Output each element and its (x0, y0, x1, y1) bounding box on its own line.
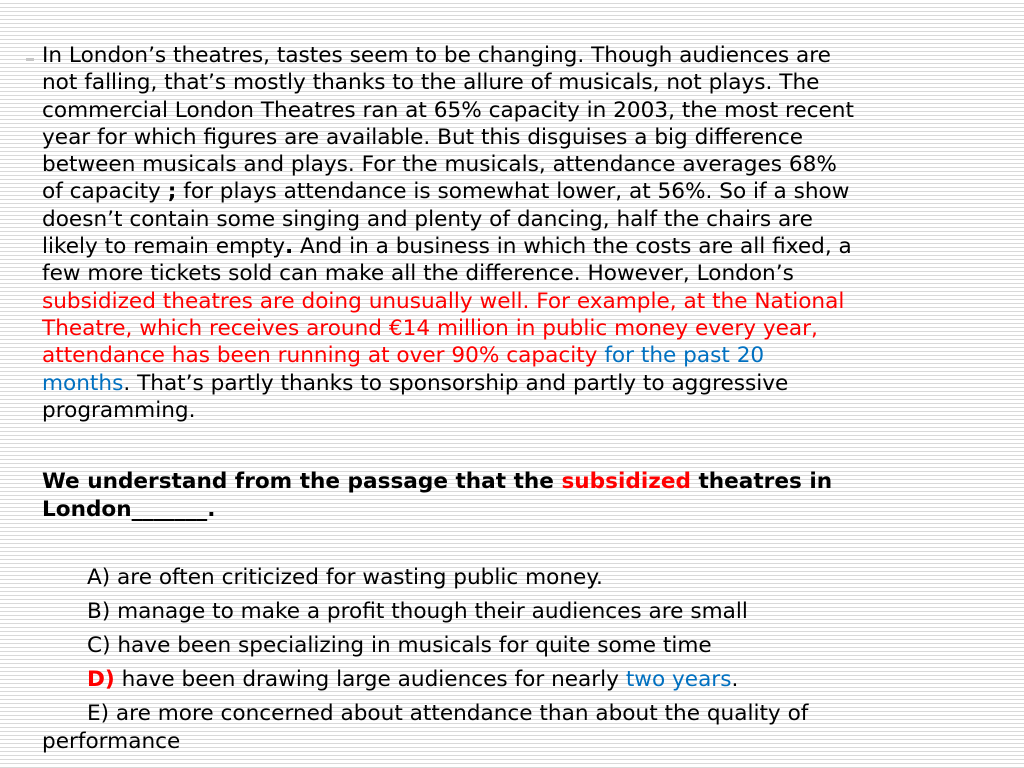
option-d-end: . (731, 667, 739, 692)
reading-passage (42, 42, 1022, 424)
question-pre: We understand from the passage that the (42, 469, 562, 494)
bullet-marker (26, 58, 34, 61)
option-d-text: have been drawing large audiences for nearly (114, 667, 626, 692)
question-highlight: subsidized (561, 469, 691, 494)
question-post: theatres in London_______. (42, 469, 833, 522)
option-d (42, 666, 1022, 694)
passage-text-2: for plays attendance is somewhat lower, at 56%. So if a show doesn’t contain some singing and plenty of dancing, half the chairs are likely to remain empty (42, 179, 850, 260)
passage-text-1: In London’s theatres, tastes seem to be changing. Though audiences are not falling, that’s mostly thanks to the allure of musicals, not plays. The commercial London Theatres ran at 65% capacity in 2003, the most recent year for which figures are available. But this disguises a big difference between musicals and plays. For the musicals, attendance averages 68% of capacity (42, 43, 854, 205)
question-stem (42, 468, 1022, 523)
option-d-highlight: two years (625, 667, 732, 692)
passage-highlight-blue: for the past 20 months (42, 343, 765, 396)
answer-options (42, 564, 1022, 762)
option-a: A) are often criticized for wasting public money. (87, 565, 603, 590)
option-c: C) have been specializing in musicals for quite some time (87, 633, 712, 658)
passage-semicolon: ; (167, 179, 177, 205)
option-d-letter: D) (87, 667, 115, 692)
passage-text-3: And in a business in which the costs are all fixed, a few more tickets sold can make all the difference. However, London’s (42, 234, 852, 287)
option-e: E) are more concerned about attendance than about the quality of performance (42, 701, 809, 754)
passage-period: . (284, 234, 294, 260)
passage-highlight-red: subsidized theatres are doing unusually well. For example, at the National Theatre, which receives around €14 million in public money every year, attendance has been running at over 90% capacity (42, 288, 845, 369)
option-b: B) manage to make a profit though their audiences are small (87, 599, 748, 624)
passage-text-4: . That’s partly thanks to sponsorship and partly to aggressive programming. (42, 370, 789, 423)
